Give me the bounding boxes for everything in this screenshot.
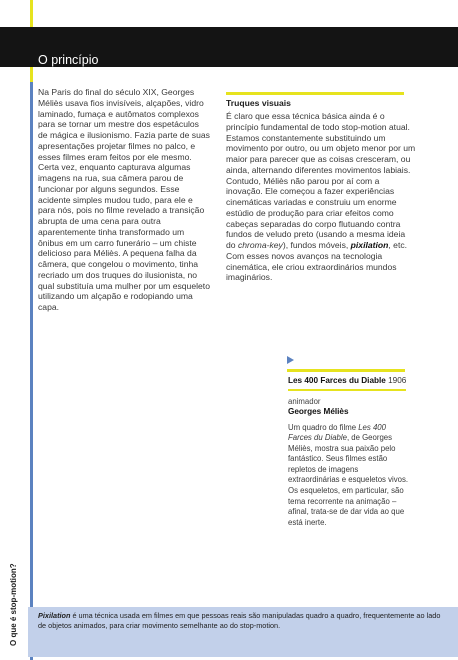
section-heading: Truques visuais — [226, 98, 291, 108]
section-side-label: O que é stop-motion? — [9, 563, 18, 646]
body-column-right — [226, 98, 416, 283]
heading-rule — [226, 92, 404, 95]
caption-body: Um quadro do filme Les 400 Farces du Diable, de Georges Méliès, mostra sua paixão pelo fantástico. Seus filmes estão repletos de imagens extraordinárias e esqueletos vivos. Os esqueletos, em particular, são tema recorrente na animação – afinal, trata-se de dar vida ao que está inerte. — [288, 422, 409, 527]
caption-role: animador — [288, 396, 321, 406]
chroma-key-term: chroma-key — [237, 240, 283, 250]
pixilation-term: pixilation — [350, 240, 389, 250]
caption-title-rule — [288, 389, 406, 391]
yellow-vertical-rule-left — [30, 67, 33, 82]
footer-definition: Pixilation é uma técnica usada em filmes em que pessoas reais são manipuladas quadro a quadro, frequentemente ao lado de objetos animados, para criar movimento semelhante ao do stop-motion. — [38, 611, 441, 631]
blue-vertical-rule — [30, 82, 33, 660]
caption-title: Les 400 Farces du Diable 1906 — [288, 376, 407, 385]
image-caption — [288, 375, 410, 528]
caption-author: Georges Méliès — [288, 406, 349, 416]
yellow-vertical-rule — [30, 0, 33, 27]
caption-rule — [287, 369, 405, 372]
page-title: O princípio — [38, 53, 99, 67]
body-text-left: Na Paris do final do século XIX, Georges Méliès usava fios invisíveis, alçapões, vidro laminado, fumaça e autômatos complexos para se tornar um mestre dos espetáculos de mágica e ilusionismo. Fazia parte de suas apresentações projetar filmes no palco, e esses filmes eram feitos por ele mesmo. Certa vez, enquanto capturava algumas imagens na rua, sua câmera parou de funcionar por alguns segundos. Esse acidente simples mudou tudo, para ele e para nós, pois no filme revelado a transição abrupta de uma cena para outra aparentemente tinha transformado um ônibus em um carro funerário – um chiste delicioso para Méliès. A pequena falha da câmera, que congelou o movimento, tinha recriado um dos truques do ilusionista, no qual substituía uma mulher por um esqueleto utilizando um alçapão e rodopiando uma capa. — [38, 87, 210, 312]
caption-arrow-icon — [287, 356, 294, 364]
body-text-right: É claro que essa técnica básica ainda é o princípio fundamental de todo stop-motion atual. Estamos constantemente substituindo um movimento por outro, ou um objeto menor por um maior para parecer que as coisas cresceram, ou ainda, alternando diferentes movimentos labiais. Contudo, Méliès não parou por aí com a inovação. Ele começou a fazer experiências cinemáticas variadas e construiu um enorme estúdio de produção para criar efeitos como cabeças separadas do corpo flutuando contra fundos de veludo preto (usando a mesma ideia do chroma-key), fundos móveis, pixilation, etc. Com esses novos avanços na tecnologia cinemática, ele criou extraordinários mundos imaginários. — [226, 111, 416, 283]
